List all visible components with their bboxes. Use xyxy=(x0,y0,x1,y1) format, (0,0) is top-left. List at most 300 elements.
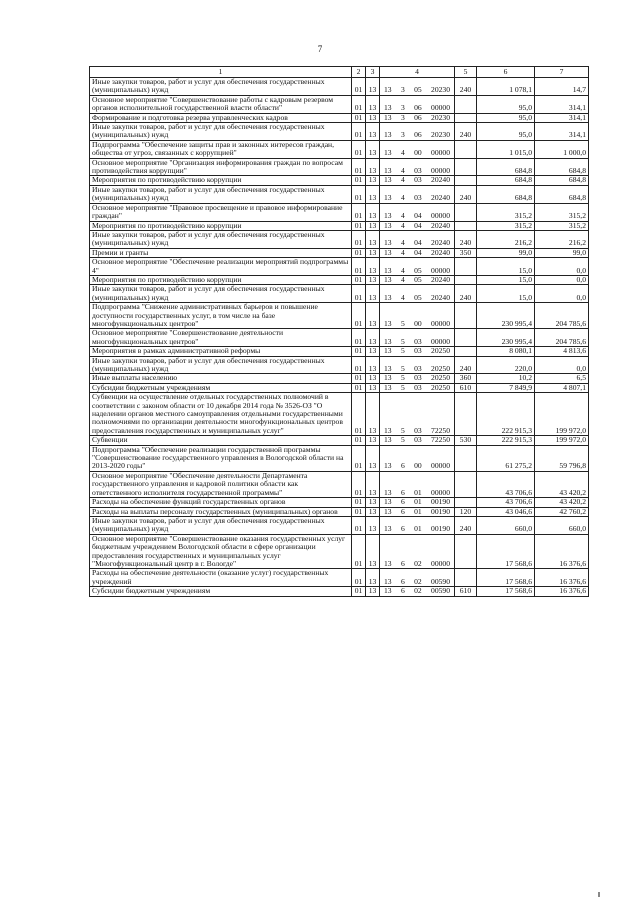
row-name-cell: Мероприятия в рамках административной реформы xyxy=(90,347,352,356)
csr-cell xyxy=(380,471,455,497)
csr-code xyxy=(382,508,452,516)
vr-cell xyxy=(455,275,477,284)
razdel-cell: 13 xyxy=(366,221,380,230)
csr-code-part: 6 xyxy=(400,461,405,471)
amount-2020-cell: 17 568,6 xyxy=(477,569,535,587)
vr-cell: 240 xyxy=(455,356,477,374)
column-header: 2 xyxy=(352,67,366,78)
amount-2020-cell: 15,0 xyxy=(477,275,535,284)
csr-code-part: 00190 xyxy=(431,507,450,516)
csr-code xyxy=(382,427,452,435)
amount-2021-cell: 16 376,6 xyxy=(535,534,589,569)
csr-code xyxy=(382,374,452,382)
ved-cell: 01 xyxy=(352,303,366,329)
row-name-cell: Иные закупки товаров, работ и услуг для обеспечения государственных (муниципальных) нужд xyxy=(90,230,352,248)
amount-2021-cell: 14,7 xyxy=(535,78,589,96)
csr-code-part: 05 xyxy=(414,265,422,275)
csr-code-part: 06 xyxy=(414,113,422,122)
csr-code-part: 20250 xyxy=(431,364,450,373)
vr-cell xyxy=(455,95,477,113)
amount-2021-cell: 684,8 xyxy=(535,158,589,176)
amount-2020-cell: 95,0 xyxy=(477,95,535,113)
ved-cell: 01 xyxy=(352,248,366,257)
razdel-cell: 13 xyxy=(366,498,380,507)
ved-cell: 01 xyxy=(352,275,366,284)
csr-code-part: 72250 xyxy=(431,435,450,445)
csr-cell xyxy=(380,436,455,445)
ved-cell: 01 xyxy=(352,203,366,221)
csr-code xyxy=(382,212,452,220)
table-row xyxy=(90,185,589,203)
vr-cell: 360 xyxy=(455,374,477,383)
csr-code xyxy=(382,578,452,586)
csr-code-part: 20250 xyxy=(431,373,450,383)
table-row xyxy=(90,329,589,347)
table-body xyxy=(90,78,589,597)
ved-cell: 01 xyxy=(352,534,366,569)
table-row xyxy=(90,140,589,158)
razdel-cell: 13 xyxy=(366,471,380,497)
row-name-cell: Основное мероприятие "Обеспечение реализации мероприятий подпрограммы 4" xyxy=(90,258,352,276)
csr-cell xyxy=(380,176,455,185)
csr-code-part: 00190 xyxy=(431,497,450,507)
csr-code-part: 06 xyxy=(414,103,422,113)
csr-code-part: 05 xyxy=(414,275,422,284)
csr-code-part: 02 xyxy=(414,558,422,568)
razdel-cell: 13 xyxy=(366,95,380,113)
ved-cell: 01 xyxy=(352,356,366,374)
vr-cell: 240 xyxy=(455,230,477,248)
csr-code-part: 4 xyxy=(400,175,405,185)
ved-cell: 01 xyxy=(352,123,366,141)
razdel-cell: 13 xyxy=(366,285,380,303)
page-number: 7 xyxy=(317,44,323,54)
table-row xyxy=(90,203,589,221)
csr-code xyxy=(382,86,452,94)
amount-2021-cell: 43 420,2 xyxy=(535,471,589,497)
column-header: 3 xyxy=(366,67,380,78)
csr-code-part: 06 xyxy=(414,130,422,140)
amount-2021-cell: 6,5 xyxy=(535,374,589,383)
vr-cell xyxy=(455,158,477,176)
row-name-cell: Подпрограмма "Обеспечение защиты прав и законных интересов граждан, общества от угроз, связанных с коррупцией" xyxy=(90,140,352,158)
csr-code-part: 00 xyxy=(414,148,422,158)
csr-code-part: 5 xyxy=(400,336,405,346)
table-row xyxy=(90,445,589,471)
amount-2020-cell: 684,8 xyxy=(477,176,535,185)
vr-cell: 610 xyxy=(455,587,477,596)
table-row xyxy=(90,516,589,534)
csr-cell xyxy=(380,248,455,257)
csr-cell xyxy=(380,123,455,141)
razdel-cell: 13 xyxy=(366,176,380,185)
csr-code-part: 4 xyxy=(400,238,405,248)
csr-code-part: 13 xyxy=(384,507,392,516)
table-row xyxy=(90,383,589,392)
amount-2020-cell: 17 568,6 xyxy=(477,587,535,596)
amount-2020-cell: 15,0 xyxy=(477,258,535,276)
csr-cell xyxy=(380,95,455,113)
csr-code xyxy=(382,498,452,506)
csr-code-part: 03 xyxy=(414,425,422,435)
csr-code-part: 03 xyxy=(414,175,422,185)
ved-cell: 01 xyxy=(352,176,366,185)
ved-cell: 01 xyxy=(352,221,366,230)
ved-cell: 01 xyxy=(352,95,366,113)
csr-code-part: 01 xyxy=(414,497,422,507)
csr-cell xyxy=(380,393,455,436)
ved-cell: 01 xyxy=(352,158,366,176)
csr-code xyxy=(382,320,452,328)
csr-cell xyxy=(380,498,455,507)
csr-code xyxy=(382,114,452,122)
csr-cell xyxy=(380,230,455,248)
vr-cell: 240 xyxy=(455,185,477,203)
csr-code-part: 13 xyxy=(384,576,392,586)
row-name-cell: Расходы на выплаты персоналу государственных (муниципальных) органов xyxy=(90,507,352,516)
amount-2020-cell: 315,2 xyxy=(477,221,535,230)
row-name-cell: Основное мероприятие "Совершенствование деятельности многофункциональных центров" xyxy=(90,329,352,347)
row-name-cell: Расходы на обеспечение функций государственных органов xyxy=(90,498,352,507)
row-name-cell: Субсидии бюджетным учреждениям xyxy=(90,383,352,392)
csr-code-part: 13 xyxy=(384,221,392,230)
csr-code-part: 00590 xyxy=(431,576,450,586)
csr-code-part: 00 xyxy=(414,461,422,471)
table-row xyxy=(90,356,589,374)
csr-code-part: 13 xyxy=(384,364,392,373)
csr-code xyxy=(382,587,452,595)
ved-cell: 01 xyxy=(352,516,366,534)
amount-2020-cell: 8 080,1 xyxy=(477,347,535,356)
csr-cell xyxy=(380,78,455,96)
csr-code-part: 00000 xyxy=(431,211,450,221)
row-name-cell: Мероприятия по противодействию коррупции xyxy=(90,275,352,284)
csr-code-part: 13 xyxy=(384,461,392,471)
ved-cell: 01 xyxy=(352,445,366,471)
csr-code-part: 00000 xyxy=(431,166,450,176)
csr-code-part: 4 xyxy=(400,275,405,284)
vr-cell xyxy=(455,471,477,497)
csr-code xyxy=(382,131,452,139)
csr-code xyxy=(382,149,452,157)
csr-code-part: 20240 xyxy=(431,193,450,203)
razdel-cell: 13 xyxy=(366,185,380,203)
table-row xyxy=(90,347,589,356)
csr-code-part: 05 xyxy=(414,85,422,95)
vr-cell: 120 xyxy=(455,507,477,516)
column-header: 1 xyxy=(90,67,352,78)
razdel-cell: 13 xyxy=(366,356,380,374)
vr-cell xyxy=(455,329,477,347)
amount-2020-cell: 684,8 xyxy=(477,185,535,203)
row-name-cell: Иные закупки товаров, работ и услуг для обеспечения государственных (муниципальных) нужд xyxy=(90,356,352,374)
csr-code xyxy=(382,338,452,346)
csr-code-part: 3 xyxy=(400,103,405,113)
vr-cell xyxy=(455,140,477,158)
razdel-cell: 13 xyxy=(366,383,380,392)
amount-2021-cell: 204 785,6 xyxy=(535,329,589,347)
csr-cell xyxy=(380,534,455,569)
amount-2021-cell: 0,0 xyxy=(535,356,589,374)
csr-code-part: 01 xyxy=(414,487,422,497)
row-name-cell: Расходы на обеспечение деятельности (оказание услуг) государственных учреждений xyxy=(90,569,352,587)
csr-code xyxy=(382,194,452,202)
razdel-cell: 13 xyxy=(366,123,380,141)
ved-cell: 01 xyxy=(352,374,366,383)
csr-code xyxy=(382,489,452,497)
row-name-cell: Субвенции на осуществление отдельных государственных полномочий в соответствии с законом области от 10 декабря 2014 года № 3526-ОЗ "О наделении органов местного самоуправления отдельными государственными полномочиями по организации деятельности многофункциональных центров предоставления государственных и муниципальных услуг" xyxy=(90,393,352,436)
csr-code-part: 5 xyxy=(400,383,405,392)
table-row xyxy=(90,221,589,230)
amount-2021-cell: 4 807,1 xyxy=(535,383,589,392)
csr-code-part: 02 xyxy=(414,586,422,596)
scan-mark xyxy=(598,892,600,897)
csr-code xyxy=(382,276,452,284)
ved-cell: 01 xyxy=(352,569,366,587)
vr-cell: 240 xyxy=(455,285,477,303)
vr-cell: 610 xyxy=(455,383,477,392)
table-row xyxy=(90,471,589,497)
csr-cell xyxy=(380,113,455,122)
csr-code-part: 13 xyxy=(384,497,392,507)
vr-cell xyxy=(455,258,477,276)
csr-code-part: 00000 xyxy=(431,318,450,328)
vr-cell xyxy=(455,221,477,230)
csr-code xyxy=(382,104,452,112)
csr-code xyxy=(382,222,452,230)
csr-code-part: 5 xyxy=(400,318,405,328)
csr-code-part: 04 xyxy=(414,211,422,221)
row-name-cell: Основное мероприятие "Организация информирования граждан по вопросам противодействия коррупции" xyxy=(90,158,352,176)
csr-code-part: 05 xyxy=(414,292,422,302)
csr-code-part: 20240 xyxy=(431,238,450,248)
csr-code-part: 3 xyxy=(400,130,405,140)
csr-cell xyxy=(380,140,455,158)
csr-code-part: 6 xyxy=(400,586,405,596)
budget-table xyxy=(89,66,589,597)
vr-cell xyxy=(455,303,477,329)
table-row xyxy=(90,285,589,303)
amount-2021-cell: 4 813,6 xyxy=(535,347,589,356)
csr-code-part: 20240 xyxy=(431,221,450,230)
csr-cell xyxy=(380,356,455,374)
csr-code xyxy=(382,267,452,275)
amount-2021-cell: 0,0 xyxy=(535,285,589,303)
csr-code-part: 4 xyxy=(400,148,405,158)
csr-code-part: 13 xyxy=(384,435,392,445)
ved-cell: 01 xyxy=(352,498,366,507)
csr-code-part: 03 xyxy=(414,373,422,383)
ved-cell: 01 xyxy=(352,383,366,392)
vr-cell xyxy=(455,445,477,471)
csr-code-part: 13 xyxy=(384,292,392,302)
razdel-cell: 13 xyxy=(366,248,380,257)
csr-code-part: 13 xyxy=(384,193,392,203)
csr-code-part: 13 xyxy=(384,85,392,95)
vr-cell: 240 xyxy=(455,123,477,141)
csr-code xyxy=(382,239,452,247)
vr-cell xyxy=(455,393,477,436)
csr-cell xyxy=(380,374,455,383)
amount-2021-cell: 1 000,0 xyxy=(535,140,589,158)
csr-code-part: 13 xyxy=(384,130,392,140)
csr-cell xyxy=(380,383,455,392)
ved-cell: 01 xyxy=(352,230,366,248)
table-row xyxy=(90,569,589,587)
csr-cell xyxy=(380,507,455,516)
vr-cell xyxy=(455,569,477,587)
csr-code-part: 13 xyxy=(384,275,392,284)
table-header-row xyxy=(90,67,589,78)
csr-code xyxy=(382,176,452,184)
amount-2021-cell: 314,1 xyxy=(535,113,589,122)
amount-2020-cell: 43 706,6 xyxy=(477,498,535,507)
table-row xyxy=(90,258,589,276)
amount-2021-cell: 315,2 xyxy=(535,221,589,230)
csr-code-part: 00000 xyxy=(431,558,450,568)
csr-code-part: 5 xyxy=(400,364,405,373)
ved-cell: 01 xyxy=(352,78,366,96)
amount-2020-cell: 222 915,3 xyxy=(477,436,535,445)
table-row xyxy=(90,436,589,445)
row-name-cell: Иные закупки товаров, работ и услуг для обеспечения государственных (муниципальных) нужд xyxy=(90,185,352,203)
amount-2021-cell: 59 796,8 xyxy=(535,445,589,471)
amount-2020-cell: 684,8 xyxy=(477,158,535,176)
table-row xyxy=(90,113,589,122)
csr-code-part: 13 xyxy=(384,336,392,346)
razdel-cell: 13 xyxy=(366,393,380,436)
row-name-cell: Подпрограмма "Обеспечение реализации государственной программы "Совершенствование государственного управления в Вологодской области на 2013-2020 годы" xyxy=(90,445,352,471)
table-row xyxy=(90,507,589,516)
amount-2020-cell: 220,0 xyxy=(477,356,535,374)
vr-cell xyxy=(455,113,477,122)
csr-code-part: 4 xyxy=(400,221,405,230)
csr-code-part: 00000 xyxy=(431,461,450,471)
amount-2021-cell: 199 972,0 xyxy=(535,436,589,445)
razdel-cell: 13 xyxy=(366,78,380,96)
csr-code xyxy=(382,347,452,355)
csr-code-part: 13 xyxy=(384,265,392,275)
csr-code xyxy=(382,436,452,444)
csr-code-part: 04 xyxy=(414,238,422,248)
csr-code xyxy=(382,462,452,470)
csr-code-part: 00590 xyxy=(431,586,450,596)
row-name-cell: Иные выплаты населению xyxy=(90,374,352,383)
amount-2020-cell: 1 015,0 xyxy=(477,140,535,158)
csr-cell xyxy=(380,347,455,356)
csr-code xyxy=(382,384,452,392)
csr-code-part: 03 xyxy=(414,383,422,392)
amount-2021-cell: 684,8 xyxy=(535,185,589,203)
csr-code-part: 72250 xyxy=(431,425,450,435)
csr-code-part: 03 xyxy=(414,346,422,356)
amount-2020-cell: 230 995,4 xyxy=(477,303,535,329)
column-header: 4 xyxy=(380,67,455,78)
amount-2020-cell: 10,2 xyxy=(477,374,535,383)
csr-code-part: 4 xyxy=(400,211,405,221)
amount-2020-cell: 99,0 xyxy=(477,248,535,257)
csr-cell xyxy=(380,185,455,203)
csr-code-part: 13 xyxy=(384,558,392,568)
amount-2020-cell: 315,2 xyxy=(477,203,535,221)
csr-code-part: 4 xyxy=(400,193,405,203)
csr-code xyxy=(382,525,452,533)
ved-cell: 01 xyxy=(352,436,366,445)
razdel-cell: 13 xyxy=(366,140,380,158)
csr-code-part: 4 xyxy=(400,292,405,302)
csr-code xyxy=(382,294,452,302)
csr-cell xyxy=(380,203,455,221)
row-name-cell: Иные закупки товаров, работ и услуг для обеспечения государственных (муниципальных) нужд xyxy=(90,123,352,141)
csr-code-part: 13 xyxy=(384,383,392,392)
table-row xyxy=(90,393,589,436)
csr-code-part: 13 xyxy=(384,487,392,497)
table-row xyxy=(90,534,589,569)
vr-cell xyxy=(455,203,477,221)
csr-code-part: 13 xyxy=(384,166,392,176)
row-name-cell: Иные закупки товаров, работ и услуг для обеспечения государственных (муниципальных) нужд xyxy=(90,78,352,96)
csr-code-part: 13 xyxy=(384,248,392,257)
csr-code-part: 5 xyxy=(400,435,405,445)
csr-code-part: 5 xyxy=(400,346,405,356)
vr-cell: 240 xyxy=(455,516,477,534)
razdel-cell: 13 xyxy=(366,507,380,516)
csr-code-part: 02 xyxy=(414,576,422,586)
razdel-cell: 13 xyxy=(366,329,380,347)
razdel-cell: 13 xyxy=(366,113,380,122)
csr-code-part: 20250 xyxy=(431,346,450,356)
csr-code-part: 6 xyxy=(400,497,405,507)
csr-code-part: 03 xyxy=(414,193,422,203)
ved-cell: 01 xyxy=(352,140,366,158)
csr-code-part: 13 xyxy=(384,113,392,122)
csr-code-part: 00190 xyxy=(431,524,450,534)
razdel-cell: 13 xyxy=(366,569,380,587)
csr-code-part: 5 xyxy=(400,373,405,383)
ved-cell: 01 xyxy=(352,329,366,347)
razdel-cell: 13 xyxy=(366,534,380,569)
vr-cell xyxy=(455,534,477,569)
ved-cell: 01 xyxy=(352,285,366,303)
table-row xyxy=(90,123,589,141)
csr-code-part: 13 xyxy=(384,373,392,383)
table-row xyxy=(90,303,589,329)
csr-code-part: 03 xyxy=(414,364,422,373)
razdel-cell: 13 xyxy=(366,203,380,221)
amount-2020-cell: 15,0 xyxy=(477,285,535,303)
row-name-cell: Основное мероприятие "Совершенствование оказания государственных услуг бюджетным учреждением Вологодской области в сфере организации предоставления государственных и муниципальных услуг "Многофункциональный центр в г. Вологде" xyxy=(90,534,352,569)
row-name-cell: Основное мероприятие "Обеспечение деятельности Департамента государственного управления и кадровой политики области как ответственного исполнителя государственной программы" xyxy=(90,471,352,497)
csr-code-part: 6 xyxy=(400,576,405,586)
column-header: 7 xyxy=(535,67,589,78)
amount-2021-cell: 16 376,6 xyxy=(535,569,589,587)
csr-cell xyxy=(380,303,455,329)
csr-code-part: 00000 xyxy=(431,148,450,158)
razdel-cell: 13 xyxy=(366,445,380,471)
amount-2021-cell: 43 420,2 xyxy=(535,498,589,507)
ved-cell: 01 xyxy=(352,258,366,276)
ved-cell: 01 xyxy=(352,507,366,516)
ved-cell: 01 xyxy=(352,471,366,497)
amount-2021-cell: 0,0 xyxy=(535,275,589,284)
amount-2021-cell: 315,2 xyxy=(535,203,589,221)
row-name-cell: Мероприятия по противодействию коррупции xyxy=(90,221,352,230)
table-row xyxy=(90,95,589,113)
csr-code-part: 13 xyxy=(384,524,392,534)
ved-cell: 01 xyxy=(352,113,366,122)
vr-cell xyxy=(455,498,477,507)
csr-cell xyxy=(380,258,455,276)
